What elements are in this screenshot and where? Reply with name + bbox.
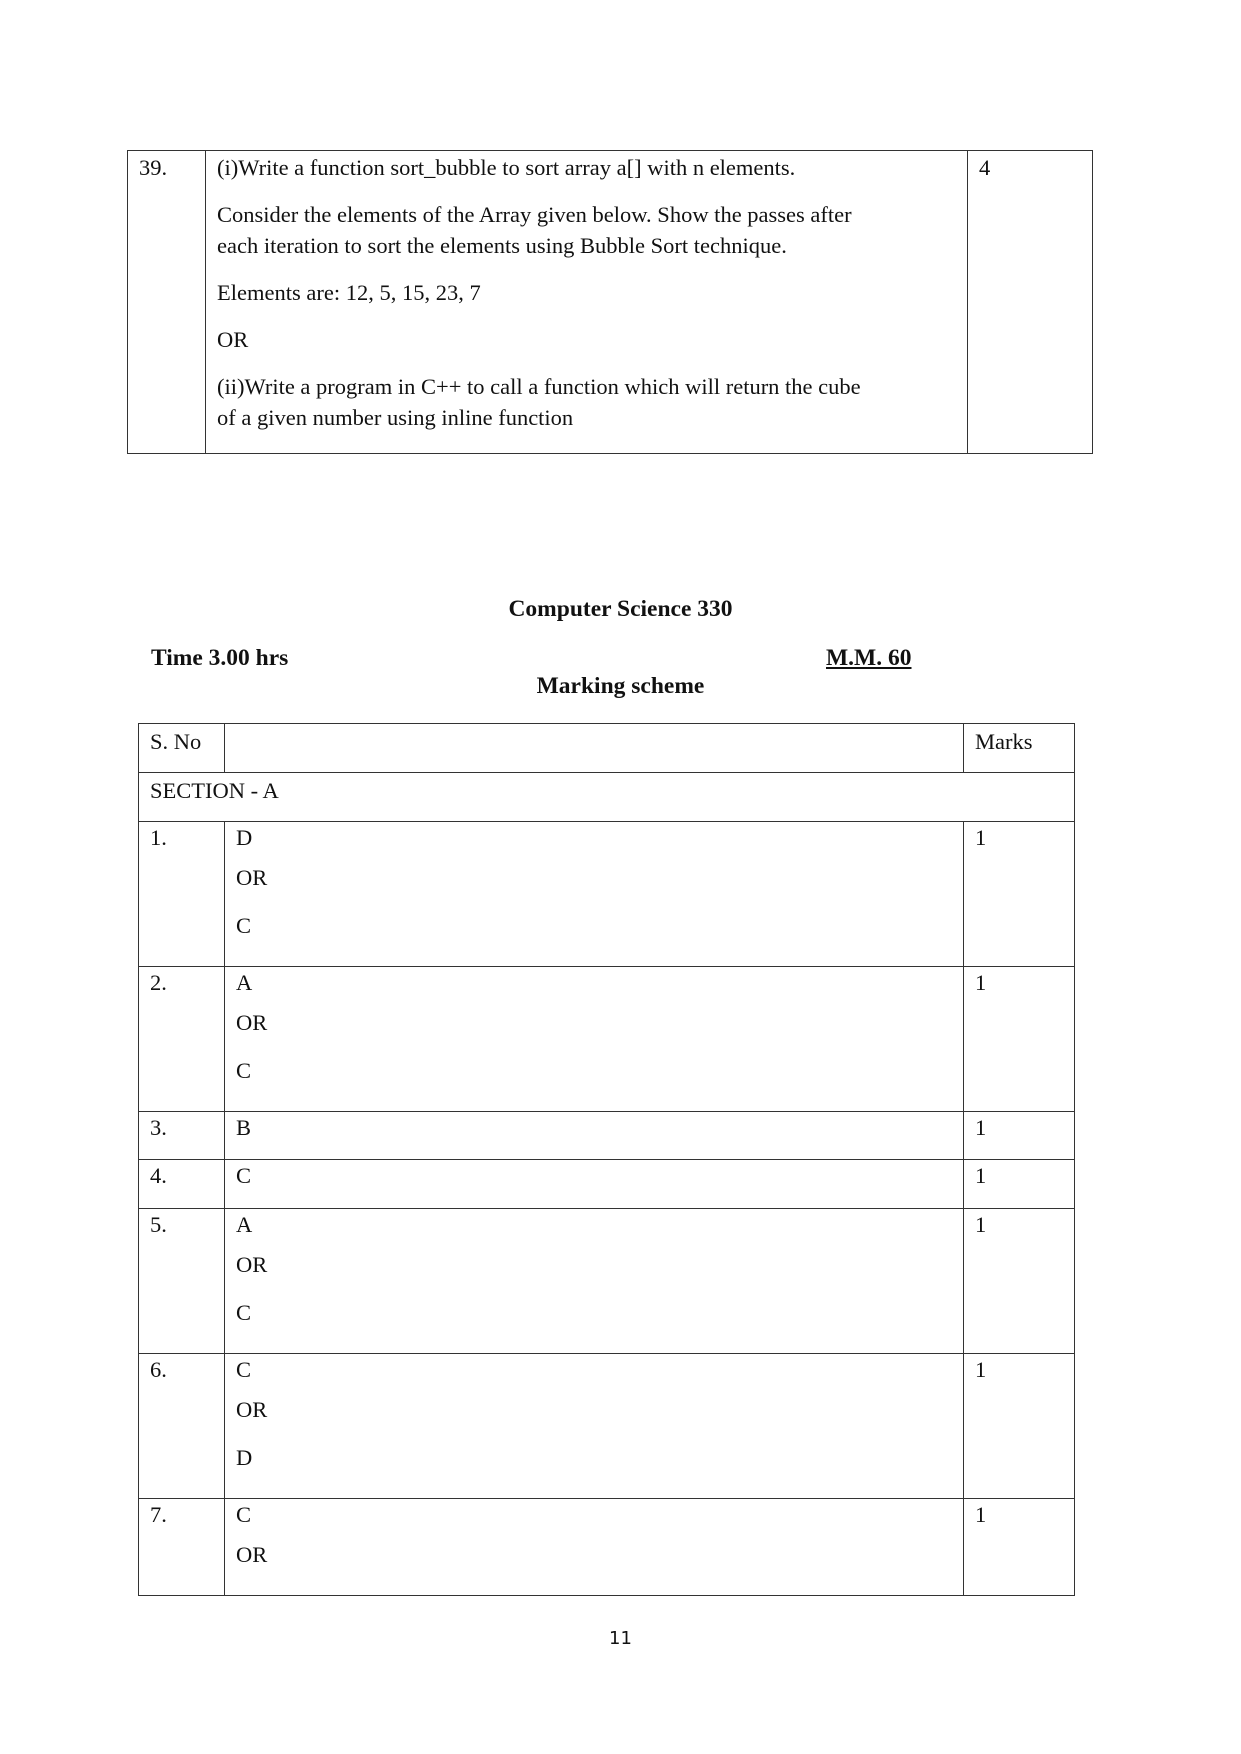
row-number: 1. bbox=[139, 822, 225, 967]
table-row bbox=[139, 1499, 1075, 1596]
question-part-ii-line-2: of a given number using inline function bbox=[217, 405, 574, 430]
page-number: 11 bbox=[609, 1628, 632, 1649]
answer-line: OR bbox=[236, 1397, 268, 1422]
row-number: 3. bbox=[139, 1112, 225, 1160]
answer-line: C bbox=[236, 1300, 252, 1325]
row-marks: 1 bbox=[964, 967, 1075, 1112]
row-number: 7. bbox=[139, 1499, 225, 1596]
section-row bbox=[139, 773, 1075, 822]
table-row bbox=[139, 1112, 1075, 1160]
row-marks: 1 bbox=[964, 1209, 1075, 1354]
answer-line: C bbox=[236, 913, 252, 938]
row-marks: 1 bbox=[964, 1354, 1075, 1499]
max-marks: M.M. 60 bbox=[826, 645, 912, 671]
question-instruction-line-2: each iteration to sort the elements using Bubble Sort technique. bbox=[217, 233, 787, 258]
row-number: 2. bbox=[139, 967, 225, 1112]
answer-line: OR bbox=[236, 1010, 268, 1035]
question-instruction-line-1: Consider the elements of the Array given below. Show the passes after bbox=[217, 202, 852, 227]
marking-scheme-table bbox=[138, 723, 1075, 1596]
question-or: OR bbox=[217, 327, 249, 352]
answer-line: OR bbox=[236, 1252, 268, 1277]
row-number: 6. bbox=[139, 1354, 225, 1499]
header-sno: S. No bbox=[139, 724, 225, 773]
question-part-ii-line-1: (ii)Write a program in C++ to call a function which will return the cube bbox=[217, 374, 861, 399]
answer-line: OR bbox=[236, 1542, 268, 1567]
question-part-ii bbox=[217, 371, 947, 433]
table-row bbox=[139, 967, 1075, 1112]
row-answers bbox=[225, 1499, 964, 1596]
answer-line: C bbox=[236, 1502, 252, 1527]
table-row bbox=[139, 1354, 1075, 1499]
answer-line: A bbox=[236, 970, 253, 995]
answer-line: D bbox=[236, 825, 253, 850]
answer-line: C bbox=[236, 1058, 252, 1083]
row-answers bbox=[225, 1354, 964, 1499]
answer-line: B bbox=[236, 1115, 252, 1140]
row-answers bbox=[225, 1209, 964, 1354]
question-marks-cell bbox=[968, 151, 1093, 454]
row-marks: 1 bbox=[964, 1160, 1075, 1209]
header-answer bbox=[225, 724, 964, 773]
table-header-row bbox=[139, 724, 1075, 773]
row-answers bbox=[225, 1160, 964, 1209]
question-marks: 4 bbox=[979, 155, 991, 180]
table-row bbox=[139, 822, 1075, 967]
row-marks: 1 bbox=[964, 1499, 1075, 1596]
table-row bbox=[139, 1160, 1075, 1209]
section-label: SECTION - A bbox=[139, 773, 1075, 822]
question-number-cell bbox=[128, 151, 206, 454]
header-marks: Marks bbox=[964, 724, 1075, 773]
table-row bbox=[139, 1209, 1075, 1354]
row-answers bbox=[225, 1112, 964, 1160]
question-elements: Elements are: 12, 5, 15, 23, 7 bbox=[217, 280, 481, 305]
marking-scheme-title: Marking scheme bbox=[536, 673, 705, 699]
row-marks: 1 bbox=[964, 1112, 1075, 1160]
exam-time: Time 3.00 hrs bbox=[151, 645, 289, 671]
question-39-table bbox=[127, 150, 1093, 454]
row-answers bbox=[225, 822, 964, 967]
question-instruction bbox=[217, 199, 947, 261]
question-number: 39. bbox=[139, 155, 168, 180]
question-body-cell bbox=[206, 151, 968, 454]
answer-line: A bbox=[236, 1212, 253, 1237]
answer-line: OR bbox=[236, 865, 268, 890]
question-part-i: (i)Write a function sort_bubble to sort array a[] with n elements. bbox=[217, 155, 796, 180]
answer-line: C bbox=[236, 1163, 252, 1188]
row-answers bbox=[225, 967, 964, 1112]
answer-line: C bbox=[236, 1357, 252, 1382]
row-number: 4. bbox=[139, 1160, 225, 1209]
row-marks: 1 bbox=[964, 822, 1075, 967]
document-title: Computer Science 330 bbox=[508, 596, 733, 622]
answer-line: D bbox=[236, 1445, 253, 1470]
row-number: 5. bbox=[139, 1209, 225, 1354]
